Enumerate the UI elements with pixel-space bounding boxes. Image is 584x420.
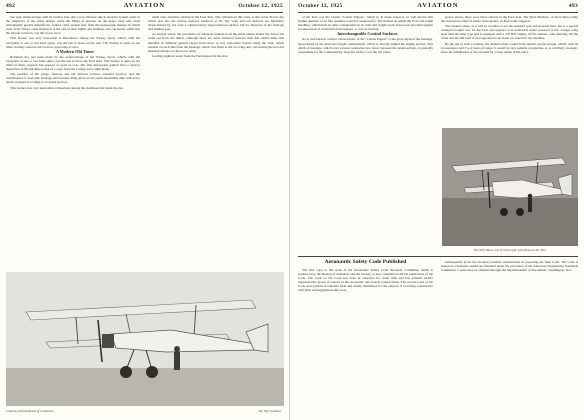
paragraph: The Junkers plane, as it will be recalled, is not the standard type seven-seater here, but is a special example brought over for the Tour, and appears to be somewhat under powered. It has a larger wing span than the other type and is equipped with a 235 H.P. engine. Of the Junkers, who entering, but the value and the full load of fuel appeared to be about too much for the machine. xyxy=(441,24,578,41)
box-column-1 xyxy=(298,268,433,414)
box-rule xyxy=(298,256,578,257)
biplane-photo xyxy=(6,272,284,406)
page-header xyxy=(298,3,578,11)
section-title: A Modern Old Timer xyxy=(55,48,95,54)
box-title: Aeronautic Safety Code Published xyxy=(324,259,407,265)
header-rule xyxy=(6,12,283,13)
box-column-2 xyxy=(441,260,578,414)
left-page xyxy=(0,0,290,420)
page-number: 492 xyxy=(6,3,16,9)
photo-caption: The New Swallow xyxy=(258,409,281,413)
paragraph: The first copy to the work of the Aeronautic Safety Code Sectional Committee which is sponsored by the Bureau of Standards and the Society, is now completed with the publication of the Code. The work on the Code has been in existence for some time and has enlisted widely representative group of experts in the aeronautic and closely related fields. The several parts of the Code were printed in tentative form and widely distributed for the purpose of receiving constructive criticisms and suggestions that were xyxy=(298,268,433,293)
header-rule xyxy=(298,12,578,13)
paragraph: Leaving sights in order from the Ford Airport in the start xyxy=(152,53,228,58)
paragraph: This feature was very noticeable at Dorchester among the Yackey Sport, which, with the exception of one or two Dale types, was the last to leave on the tour. The Yackey is quite an old timer in many respects but proved a good ship as ever. xyxy=(6,36,140,49)
paragraph: As already stated, the prevalence of balanced rudders in all the small planes makes the Travel Air stand out from the others, although there are some balanced features than this which make this machine of different general aspect from most. A very noticeable feature being the strut, which extends on each side from the fuselage, which was fitted to the top wing only, decreasing the forward shooting distance to the lower wing. xyxy=(148,32,284,53)
paragraph: subsequently given the broadest possible consideration in preparing the final Code. The Code is issued as a Tentative American Standard under the procedure of the American Engineering Standards Committee. Copies may be obtained through the Superintendent of Documents, Washington, D.C. xyxy=(441,260,578,273)
page-header xyxy=(6,3,283,11)
article-column-3 xyxy=(298,15,433,250)
article-column-4 xyxy=(441,15,578,125)
photo-caption: The New Waco, one of which type were flown in the Tour xyxy=(473,248,547,252)
paragraph: Vee type undercarriage with its normal axle and a very efficient shock absorber system assist in the simplicity of the entire design, while the fitting of ailerons on the upper wing only must undoubtedly greatly simplify the control cable system and, from the picturesque manner in which each of the Wasps came skating in at the end of their flights and landings, one can hardly admit that the aileron control is any the worse for it. xyxy=(6,15,140,36)
paragraph: This feature was very noticeable at Dearborn among the machines that made the run. xyxy=(10,85,124,90)
waco-illustration xyxy=(442,128,578,246)
paragraph: Robinson has just been made by the undercarriage of the Yackey Sport, which, with the exception of one or two Dale ships, was the last to leave the Ford field. The Yackey is quite an old timer in many respects but appears as good as ever. The first impression gained after a cursory inspection of the machine is that of a cross between a Jenny and a light plane. xyxy=(6,54,140,72)
magazine-title: AVIATION xyxy=(417,2,459,9)
paragraph: As is well known, a major characteristic of the "Carrier Pigeon" is the great depth of the fuselage, necessitated by the mail and freight compartment, which is directly behind the engine section. This depth of fuselage, which even extends somewhat low down between the undercarriage, is probably responsible for the comparatively large fin surface over the tail plane. xyxy=(298,37,433,54)
paragraph: small class airplanes starting in the Ford Tour. The cylinders in this class, is that of the Travel Air, which also has the control surfaces balanced at all. The wing and tail surfaces are familiarly characterized by, not only a comparatively large balanced surface, but by character of the fuselage and landing gear. xyxy=(148,15,284,32)
right-page xyxy=(292,0,584,420)
waco-photo xyxy=(442,128,578,246)
paragraph: of the Tour was the Curtiss "Carrier Pigeon," which is, in many respects, so well known that further mention of its fine qualities would be unnecessary. The manner in which the Ford and rough handling, which must be quite considerable in air mail and freight work, have been provided against in elaboration of construction throughout, is very noticeable. xyxy=(298,15,433,32)
paragraph: proper places, there were those entered in the Ford Tour. The Ryan Brothers, of Ford entry, being the well known fleet tri-motor monoplanes, as their name suggests. xyxy=(441,15,578,24)
paragraph: The position of the wings, ailerons and tail surfaces follows standard practice, and the combination of steel tube fuselage and wooden wings gives an all round dependable ship with every detail arranged according to accepted practice. xyxy=(6,72,140,85)
paragraph: By the use of both a bomber, the Junkers plane would form another useful version, which, with its 6 passengers and 3 to 4 hours of range, it would be very suitable on pipeline, or as a military strategic, since the elimination of the tail-skid by a large wheel in the place. xyxy=(441,41,578,54)
article-column-2 xyxy=(148,15,284,265)
article-column-1 xyxy=(6,15,140,265)
photo-credit: Courtesy Detroit Board of Commerce xyxy=(6,409,54,413)
page-number: 493 xyxy=(568,3,578,9)
issue-date: October 12, 1925 xyxy=(238,3,283,9)
magazine-title: AVIATION xyxy=(123,2,166,9)
section-title: Interchangeable Control Surfaces xyxy=(337,31,398,37)
issue-date: October 12, 1925 xyxy=(298,3,343,9)
airplane-illustration xyxy=(6,272,284,406)
